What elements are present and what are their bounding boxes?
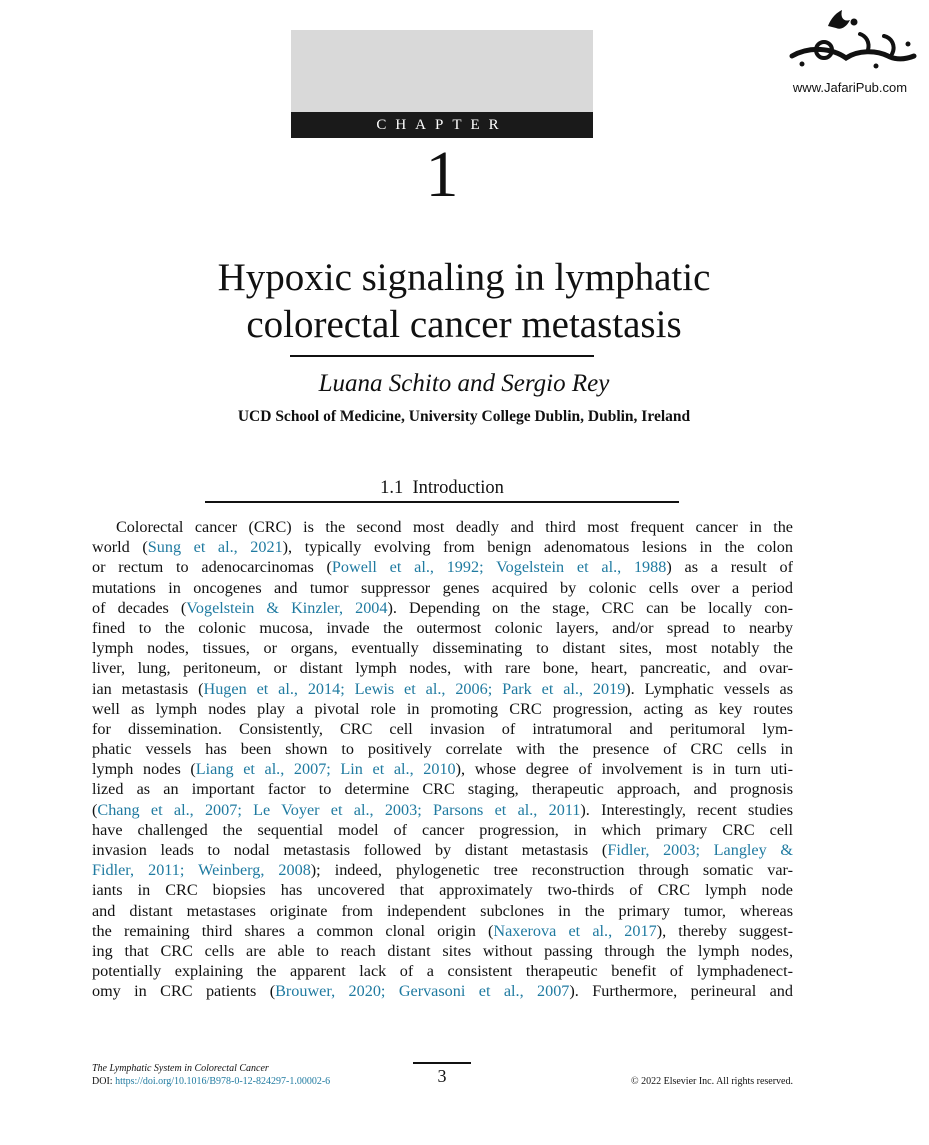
body-text: lymph nodes, tissues, or organs, eventually disseminating to distant sites, most notably the — [92, 639, 793, 658]
body-text: liver, lung, peritoneum, or distant lymph nodes, with rare bone, heart, pancreatic, and ovar- — [92, 659, 793, 678]
body-text: ing that CRC cells are able to reach distant sites without passing through the lymph nodes, — [92, 941, 793, 960]
chapter-title-line-2: colorectal cancer metastasis — [246, 303, 682, 346]
section-number: 1.1 — [380, 478, 404, 498]
body-text: lymph nodes ( — [92, 760, 196, 779]
body-line — [92, 921, 793, 941]
body-line — [92, 779, 793, 799]
body-line — [92, 679, 793, 699]
body-text: ) as a result of — [666, 558, 793, 577]
body-line — [92, 880, 793, 900]
chapter-title-line-1: Hypoxic signaling in lymphatic — [217, 256, 711, 299]
body-text: world ( — [92, 538, 148, 557]
body-text: phatic vessels has been shown to positively correlate with the presence of CRC cells in — [92, 740, 793, 759]
body-text: ian metastasis ( — [92, 679, 204, 698]
body-text: ). Interestingly, recent studies — [580, 800, 793, 819]
body-text: ). Lymphatic vessels as — [625, 679, 793, 698]
body-text: of decades ( — [92, 598, 187, 617]
body-line — [92, 537, 793, 557]
body-line — [92, 719, 793, 739]
body-line — [92, 618, 793, 638]
body-text: the remaining third shares a common clonal origin ( — [92, 921, 494, 940]
body-line — [92, 739, 793, 759]
body-text: omy in CRC patients ( — [92, 982, 276, 1001]
body-text: ). Depending on the stage, CRC can be locally con- — [387, 598, 793, 617]
body-text: ), typically evolving from benign adenomatous lesions in the colon — [282, 538, 793, 557]
chapter-label: CHAPTER — [291, 112, 593, 138]
citation-link[interactable]: Liang et al., 2007; Lin et al., 2010 — [195, 760, 456, 779]
body-line — [92, 759, 793, 779]
body-line — [92, 981, 793, 1001]
body-line — [92, 598, 793, 618]
citation-link[interactable]: Fidler, 2011; Weinberg, 2008 — [92, 861, 311, 880]
body-line — [92, 658, 793, 678]
body-line — [92, 941, 793, 961]
doi-link[interactable]: https://doi.org/10.1016/B978-0-12-824297-1.00002-6 — [115, 1076, 331, 1087]
body-text: ). Furthermore, perineural and — [569, 982, 793, 1001]
body-line — [92, 699, 793, 719]
section-title: Introduction — [412, 478, 504, 498]
body-line — [92, 517, 793, 537]
doi-label: DOI: — [92, 1076, 113, 1087]
citation-link[interactable]: Brouwer, 2020; Gervasoni et al., 2007 — [275, 982, 570, 1001]
body-text: fined to the colonic mucosa, invade the outermost colonic layers, and/or spread to nearby — [92, 618, 793, 637]
body-text: well as lymph nodes play a pivotal role in promoting CRC progression, acting as key routes — [92, 699, 793, 718]
body-line — [92, 901, 793, 921]
body-text: have challenged the sequential model of cancer progression, in which primary CRC cell — [92, 820, 793, 839]
book-title: The Lymphatic System in Colorectal Cancer — [92, 1063, 269, 1074]
section-divider — [205, 501, 679, 503]
footer-divider — [413, 1062, 471, 1064]
body-text: ( — [92, 800, 98, 819]
authors: Luana Schito and Sergio Rey — [318, 370, 610, 397]
body-line — [92, 840, 793, 860]
body-text: invasion leads to nodal metastasis followed by distant metastasis ( — [92, 841, 608, 859]
body-text: Colorectal cancer (CRC) is the second most deadly and third most frequent cancer in the — [116, 518, 793, 536]
doi-line — [92, 1076, 330, 1087]
body-text: iants in CRC biopsies has uncovered that approximately two-thirds of CRC lymph node — [92, 881, 793, 900]
citation-link[interactable]: Vogelstein & Kinzler, 2004 — [186, 598, 388, 617]
citation-link[interactable]: Powell et al., 1992; Vogelstein et al., 1988 — [331, 558, 667, 577]
body-text: potentially explaining the apparent lack of a consistent therapeutic benefit of lymphadenect- — [92, 962, 793, 981]
body-line — [92, 800, 793, 820]
body-text: ); indeed, phylogenetic tree reconstruction through somatic var- — [310, 861, 793, 880]
title-divider — [290, 355, 594, 357]
citation-link[interactable]: Fidler, 2003; Langley & — [607, 841, 793, 859]
body-text: and distant metastases originate from independent subclones in the primary tumor, whereas — [92, 901, 793, 920]
body-text: ), thereby suggest- — [656, 921, 793, 940]
body-line — [92, 557, 793, 577]
body-line — [92, 820, 793, 840]
body-text: lized as an important factor to determine CRC staging, therapeutic approach, and prognosis — [92, 780, 793, 799]
copyright: © 2022 Elsevier Inc. All rights reserved. — [630, 1076, 793, 1087]
body-text: or rectum to adenocarcinomas ( — [92, 558, 332, 577]
body-text: mutations in oncogenes and tumor suppressor genes acquired by colonic cells over a period — [92, 578, 793, 597]
citation-link[interactable]: Naxerova et al., 2017 — [493, 921, 657, 940]
body-text: for dissemination. Consistently, CRC cell invasion of intratumoral and peritumoral lym- — [92, 719, 793, 738]
citation-link[interactable]: Sung et al., 2021 — [147, 538, 283, 557]
body-line — [92, 578, 793, 598]
body-line — [92, 638, 793, 658]
citation-link[interactable]: Chang et al., 2007; Le Voyer et al., 2003; Parsons et al., 2011 — [97, 800, 581, 819]
watermark-url[interactable]: www.JafariPub.com — [792, 80, 908, 95]
body-text: ), whose degree of involvement is in turn uti- — [455, 760, 793, 779]
section-heading — [205, 476, 679, 500]
chapter-number: 1 — [425, 138, 459, 211]
body-line — [92, 961, 793, 981]
affiliation: UCD School of Medicine, University College Dublin, Dublin, Ireland — [237, 408, 691, 425]
body-line — [92, 860, 793, 880]
chapter-title — [100, 254, 828, 348]
page-number: 3 — [437, 1066, 447, 1086]
citation-link[interactable]: Hugen et al., 2014; Lewis et al., 2006; Park et al., 2019 — [203, 679, 626, 698]
body-paragraph — [92, 517, 793, 1002]
